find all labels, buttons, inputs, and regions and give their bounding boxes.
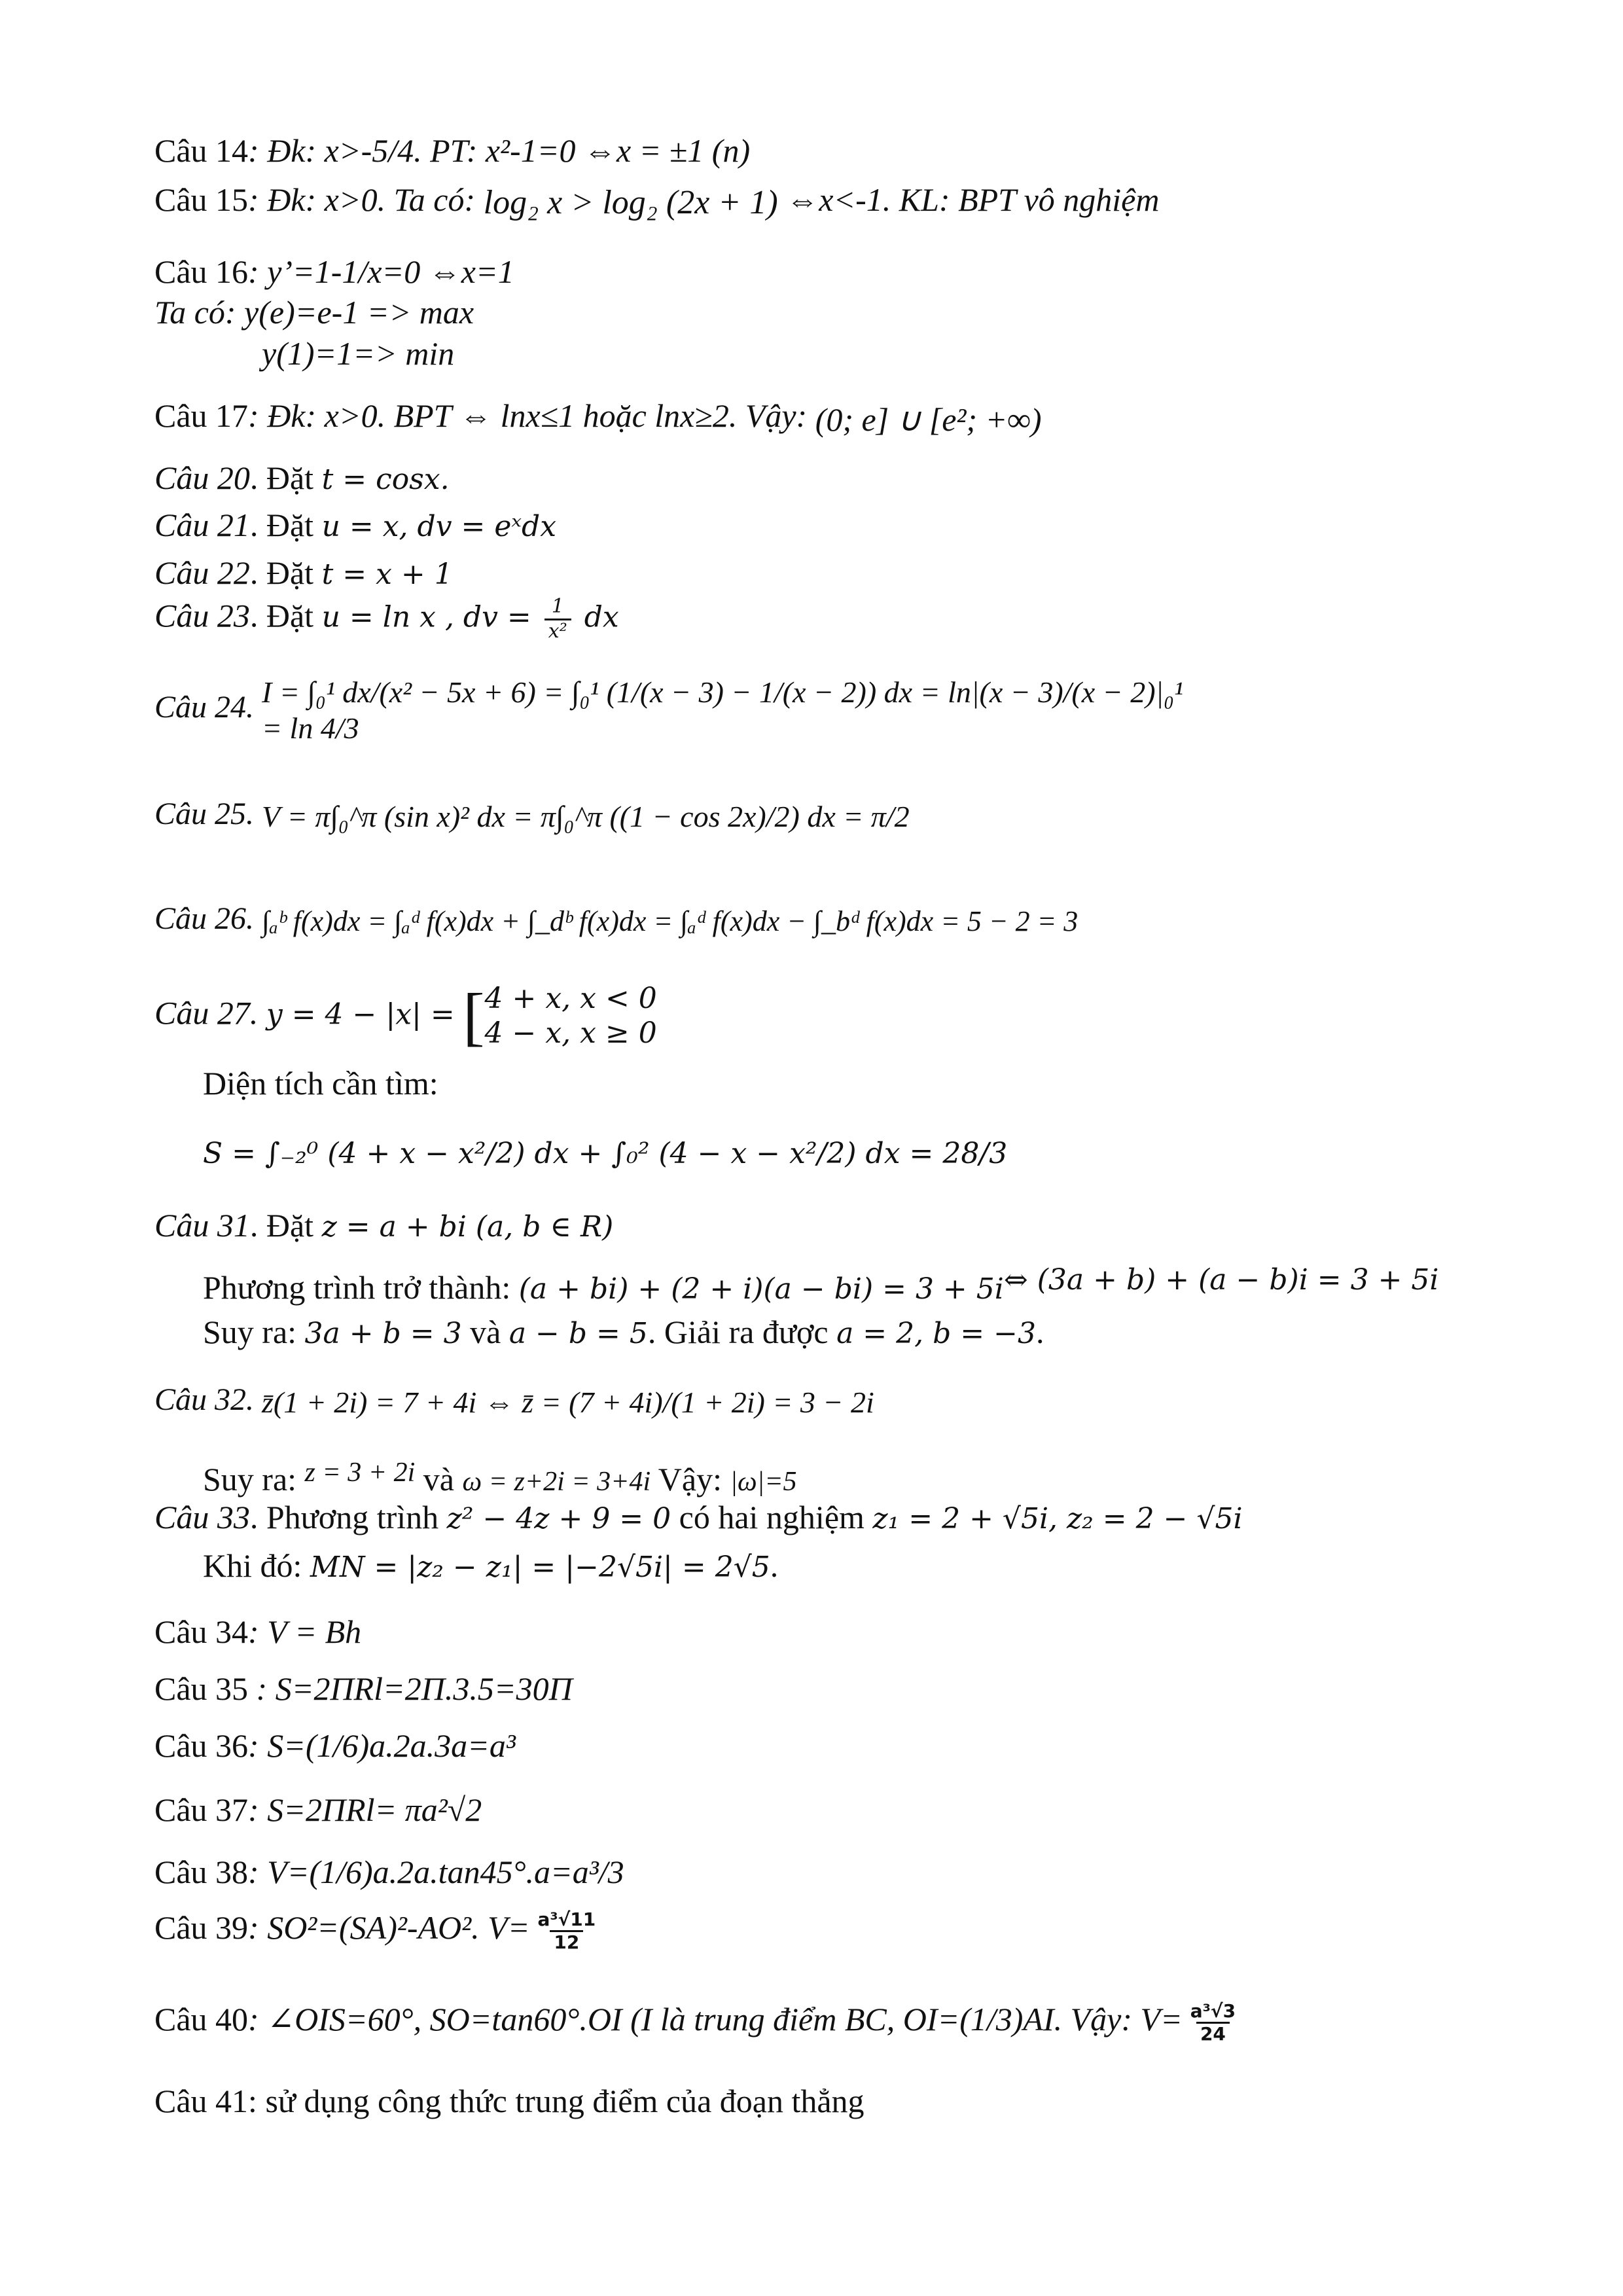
answer-text: Suy ra: <box>203 1461 305 1498</box>
answer-text: . Giải ra được <box>647 1314 837 1350</box>
answer-37 <box>154 1790 482 1829</box>
piecewise-cases <box>463 979 657 1052</box>
answer-27-line-2 <box>203 1064 438 1103</box>
question-label: Câu 26. <box>154 901 255 936</box>
answer-text: : S=(1/6)a.2a.3a=a³ <box>248 1727 516 1764</box>
equivalent-equation: ⇔ (3a + b) + (a − b)i = 3 + 5i <box>1003 1263 1439 1297</box>
answer-41 <box>154 2081 865 2121</box>
answer-24 <box>154 674 1191 746</box>
answer-33-line-2 <box>203 1546 778 1585</box>
answer-33 <box>154 1498 1243 1537</box>
answer-27 <box>154 979 657 1052</box>
answer-38 <box>154 1852 624 1892</box>
answer-16-line-2 <box>154 293 474 332</box>
answer-text: : S=2ΠRl=2Π.3.5=30Π <box>248 1670 573 1707</box>
answer-text: và <box>415 1461 463 1498</box>
omega-modulus: |ω|=5 <box>730 1467 797 1497</box>
numerator: a³√3 <box>1190 2000 1236 2022</box>
quadratic-equation: z² − 4z + 9 = 0 <box>446 1502 671 1535</box>
solution-set-formula: (0; e] ∪ [e²; +∞) <box>815 401 1042 438</box>
answer-text: : Đk: x>-5/4. PT: x²-1=0 ⇔x = ±1 (n) <box>248 132 751 169</box>
volume-fraction <box>533 1909 599 1953</box>
answer-21 <box>154 505 556 545</box>
denominator: x² <box>544 619 571 643</box>
answer-text-conclusion: ⇔x<-1. KL: BPT vô nghiệm <box>777 181 1160 218</box>
answer-text: : y’=1-1/x=0 ⇔x=1 <box>248 253 514 290</box>
answer-16 <box>154 252 514 291</box>
answer-23 <box>154 596 619 643</box>
question-label: Câu 20 <box>154 459 250 496</box>
answer-text: : Đk: x>0. BPT ⇔ lnx≤1 hoặc lnx≥2. Vậy: <box>248 397 815 434</box>
answer-text: . Đặt <box>249 597 322 634</box>
question-label: Câu 14 <box>154 132 249 169</box>
answer-text: . <box>770 1547 779 1584</box>
answer-27-line-3 <box>203 1132 1007 1172</box>
question-label: Câu 37 <box>154 1791 249 1828</box>
answer-text: y(1)=1=> min <box>262 335 455 372</box>
question-label: Câu 27. <box>154 994 259 1031</box>
volume-formula: V = π∫₀^π (sin x)² dx = π∫₀^π ((1 − cos 2x)/2) dx = π/2 <box>262 800 910 834</box>
question-label: Câu 35 <box>154 1670 249 1707</box>
fraction <box>544 596 571 643</box>
answer-26 <box>154 900 1078 939</box>
volume-fraction <box>1186 2001 1240 2045</box>
answer-35 <box>154 1669 573 1708</box>
question-label: Câu 24. <box>154 690 255 725</box>
answer-text: và <box>461 1314 509 1350</box>
substitution-formula: u = ln x , dv = <box>321 600 541 634</box>
integral-formula: I = ∫₀¹ dx/(x² − 5x + 6) = ∫₀¹ (1/(x − 3) − 1/(x − 2)) dx = ln|(x − 3)/(x − 2)|₀¹ = ln 4/3 <box>262 675 1183 745</box>
answer-25 <box>154 795 910 835</box>
left-bracket: [ <box>463 979 485 1052</box>
case-1: 4 + x, x < 0 <box>484 982 657 1015</box>
substitution-formula: t = x + 1 <box>321 558 453 591</box>
z-value: z = 3 + 2i <box>304 1458 416 1488</box>
answer-text: : ∠OIS=60°, SO=tan60°.OI (I là trung điểm BC, OI=(1/3)AI. Vậy: V= <box>248 2001 1183 2037</box>
answer-16-line-3 <box>262 334 454 373</box>
solution: a = 2, b = −3 <box>836 1317 1036 1350</box>
question-label: Câu 25. <box>154 797 255 831</box>
answer-text: Suy ra: <box>203 1314 305 1350</box>
answer-31-line-3 <box>203 1312 1044 1352</box>
question-label: Câu 21 <box>154 507 250 543</box>
numerator: a³√11 <box>537 1908 596 1930</box>
question-label: Câu 32. <box>154 1382 255 1417</box>
answer-text: : S=2ΠRl= πa²√2 <box>248 1791 482 1828</box>
answer-text: : V = Bh <box>248 1613 362 1650</box>
substitution-formula: z = a + bi (a, b ∈ R) <box>321 1210 614 1244</box>
answer-text: . Đặt <box>249 554 322 591</box>
numerator: 1 <box>551 595 564 618</box>
equation-1: 3a + b = 3 <box>304 1317 462 1350</box>
question-label: Câu 39 <box>154 1909 249 1946</box>
conjugate-formula: z̄(1 + 2i) = 7 + 4i ⇔ z̄ = (7 + 4i)/(1 + 2i) = 3 − 2i <box>262 1386 874 1420</box>
answer-text: . Đặt <box>249 507 322 543</box>
answer-text: . <box>1035 1314 1044 1350</box>
question-label: Câu 31 <box>154 1207 250 1244</box>
question-label: Câu 23 <box>154 597 250 634</box>
answer-text: : SO²=(SA)²-AO². V= <box>248 1909 530 1946</box>
distance-formula: MN = |z₂ − z₁| = |−2√5i| = 2√5 <box>310 1551 770 1584</box>
question-label: Câu 34 <box>154 1613 249 1650</box>
denominator: 24 <box>1196 2022 1230 2045</box>
answer-39 <box>154 1908 603 1953</box>
answer-32 <box>154 1381 874 1421</box>
answer-34 <box>154 1612 361 1651</box>
substitution-formula: t = cosx. <box>321 463 450 496</box>
omega-value: ω = z+2i = 3+4i <box>462 1467 651 1497</box>
integral-formula: ∫ₐᵇ f(x)dx = ∫ₐᵈ f(x)dx + ∫_dᵇ f(x)dx = ∫ₐᵈ f(x)dx − ∫_bᵈ f(x)dx = 5 − 2 = 3 <box>262 905 1079 937</box>
area-formula: S = ∫₋₂⁰ (4 + x − x²/2) dx + ∫₀² (4 − x − x²/2) dx = 28/3 <box>203 1137 1008 1170</box>
answer-text: Phương trình trở thành: <box>203 1269 519 1306</box>
answer-text: có hai nghiệm <box>671 1499 873 1535</box>
answer-17 <box>154 396 1042 439</box>
question-label: Câu 36 <box>154 1727 249 1764</box>
answer-text: : Đk: x>0. Ta có: <box>248 181 484 218</box>
answer-text: Vậy: <box>651 1461 730 1498</box>
answer-32-line-2 <box>203 1456 797 1499</box>
answer-text: Khi đó: <box>203 1547 310 1584</box>
question-label: Câu 41 <box>154 2083 249 2119</box>
answer-22 <box>154 553 453 592</box>
question-label: Câu 38 <box>154 1854 249 1890</box>
question-label: Câu 17 <box>154 397 249 434</box>
answer-text: . Phương trình <box>249 1499 447 1535</box>
question-label: Câu 15 <box>154 181 249 218</box>
answer-31 <box>154 1206 613 1245</box>
answer-36 <box>154 1726 516 1765</box>
case-2: 4 − x, x ≥ 0 <box>484 1016 657 1050</box>
equation-2: a − b = 5 <box>508 1317 648 1350</box>
answer-14 <box>154 131 750 170</box>
answer-text: Diện tích cần tìm: <box>203 1065 438 1102</box>
answer-15 <box>154 180 1159 224</box>
answer-31-line-2 <box>203 1263 1439 1307</box>
substitution-formula: u = x, dv = eˣdx <box>321 510 557 543</box>
answer-text: : V=(1/6)a.2a.tan45°.a=a³/3 <box>248 1854 624 1890</box>
answer-text: . Đặt <box>249 1207 322 1244</box>
answer-text: . Đặt <box>249 459 322 496</box>
question-label: Câu 22 <box>154 554 250 591</box>
differential: dx <box>575 600 619 634</box>
roots: z₁ = 2 + √5i, z₂ = 2 − √5i <box>872 1502 1243 1535</box>
inequality-formula: log₂ x > log₂ (2x + 1) <box>483 184 778 222</box>
equation-formula: (a + bi) + (2 + i)(a − bi) = 3 + 5i <box>518 1272 1004 1306</box>
question-label: Câu 33 <box>154 1499 250 1535</box>
answer-40 <box>154 2000 1243 2045</box>
answer-20 <box>154 458 450 497</box>
question-label: Câu 40 <box>154 2001 249 2037</box>
function-formula: y = 4 − |x| = <box>266 997 455 1031</box>
cases-list <box>485 982 657 1051</box>
question-label: Câu 16 <box>154 253 249 290</box>
answer-text: Ta có: y(e)=e-1 => max <box>154 294 474 331</box>
answer-text: : sử dụng công thức trung điểm của đoạn thẳng <box>248 2083 865 2119</box>
denominator: 12 <box>550 1930 583 1953</box>
